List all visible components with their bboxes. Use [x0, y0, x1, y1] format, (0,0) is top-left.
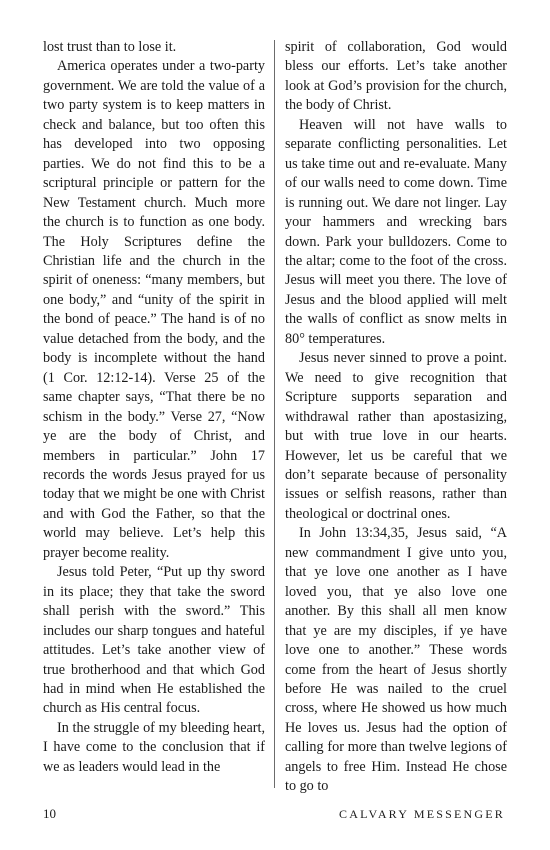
paragraph: spirit of collaboration, God would bless our efforts. Let’s take another look at God’s provision for the church, the body of Christ. — [285, 39, 507, 114]
column-divider — [274, 40, 275, 788]
paragraph: In John 13:34,35, Jesus said, “A new commandment I give unto you, that ye love one another as I have loved you, that ye also love one another. By this shall all men know that ye are my disciples, if ye have love one to another.” These words come from the heart of Jesus shortly before He was nailed to the cruel cross, where He showed us how much He loves us. Jesus had the option of calling for more than twelve legions of angels to free Him. Instead He chose to go to — [285, 525, 507, 795]
page-number: 10 — [43, 806, 56, 821]
running-title: CALVARY MESSENGER — [339, 807, 505, 821]
paragraph: Jesus never sinned to prove a point. We need to give recognition that Scripture supports separation and withdrawal rather than apostasizing, but with true love in our hearts. However, let us be careful that we don’t separate because of personality issues or selfish reasons, rather than theological or doctrinal ones. — [285, 350, 507, 522]
paragraph: Heaven will not have walls to separate conflicting personalities. Let us take time out and re-evaluate. Many of our walls need to come down. Time is running out. We dare not linger. Lay your hammers and wrecking bars down. Park your bulldozers. Come to the altar; come to the foot of the cross. Jesus will meet you there. The love of Jesus and the blood applied will melt the walls of conflict as snow melts in 80° temperatures. — [285, 116, 507, 347]
paragraph: In the struggle of my bleeding heart, I have come to the conclusion that if we as leaders would lead in the — [43, 719, 265, 775]
right-column — [285, 38, 507, 797]
paragraph: lost trust than to lose it. — [43, 39, 177, 55]
left-column — [43, 38, 265, 777]
paragraph: Jesus told Peter, “Put up thy sword in its place; they that take the sword shall perish with the sword.” This includes our sharp tongues and hateful attitudes. Let’s take another view of true brotherhood and that which God had in mind when He established the church as His central focus. — [43, 564, 265, 717]
paragraph: America operates under a two-party government. We are told the value of a two party system is to keep matters in check and balance, but too often this has developed into two opposing parties. We do not find this to be a scriptural principle or pattern for the New Testament church. Much more the church is to function as one body. The Holy Scriptures define the Christian life and the church in the spirit of oneness: “many members, but one body,” and “unity of the spirit in the bond of peace.” The hand is of no value detached from the body, and the body is incomplete without the hand (1 Cor. 12:12-14). Verse 25 of the same chapter says, “That there be no schism in the body.” Verse 27, “Now ye are the body of Christ, and members in particular.” John 17 records the words Jesus prayed for us today that we might be one with Christ and with God the Father, so that the world may believe. Let’s help this prayer become reality. — [43, 58, 265, 561]
